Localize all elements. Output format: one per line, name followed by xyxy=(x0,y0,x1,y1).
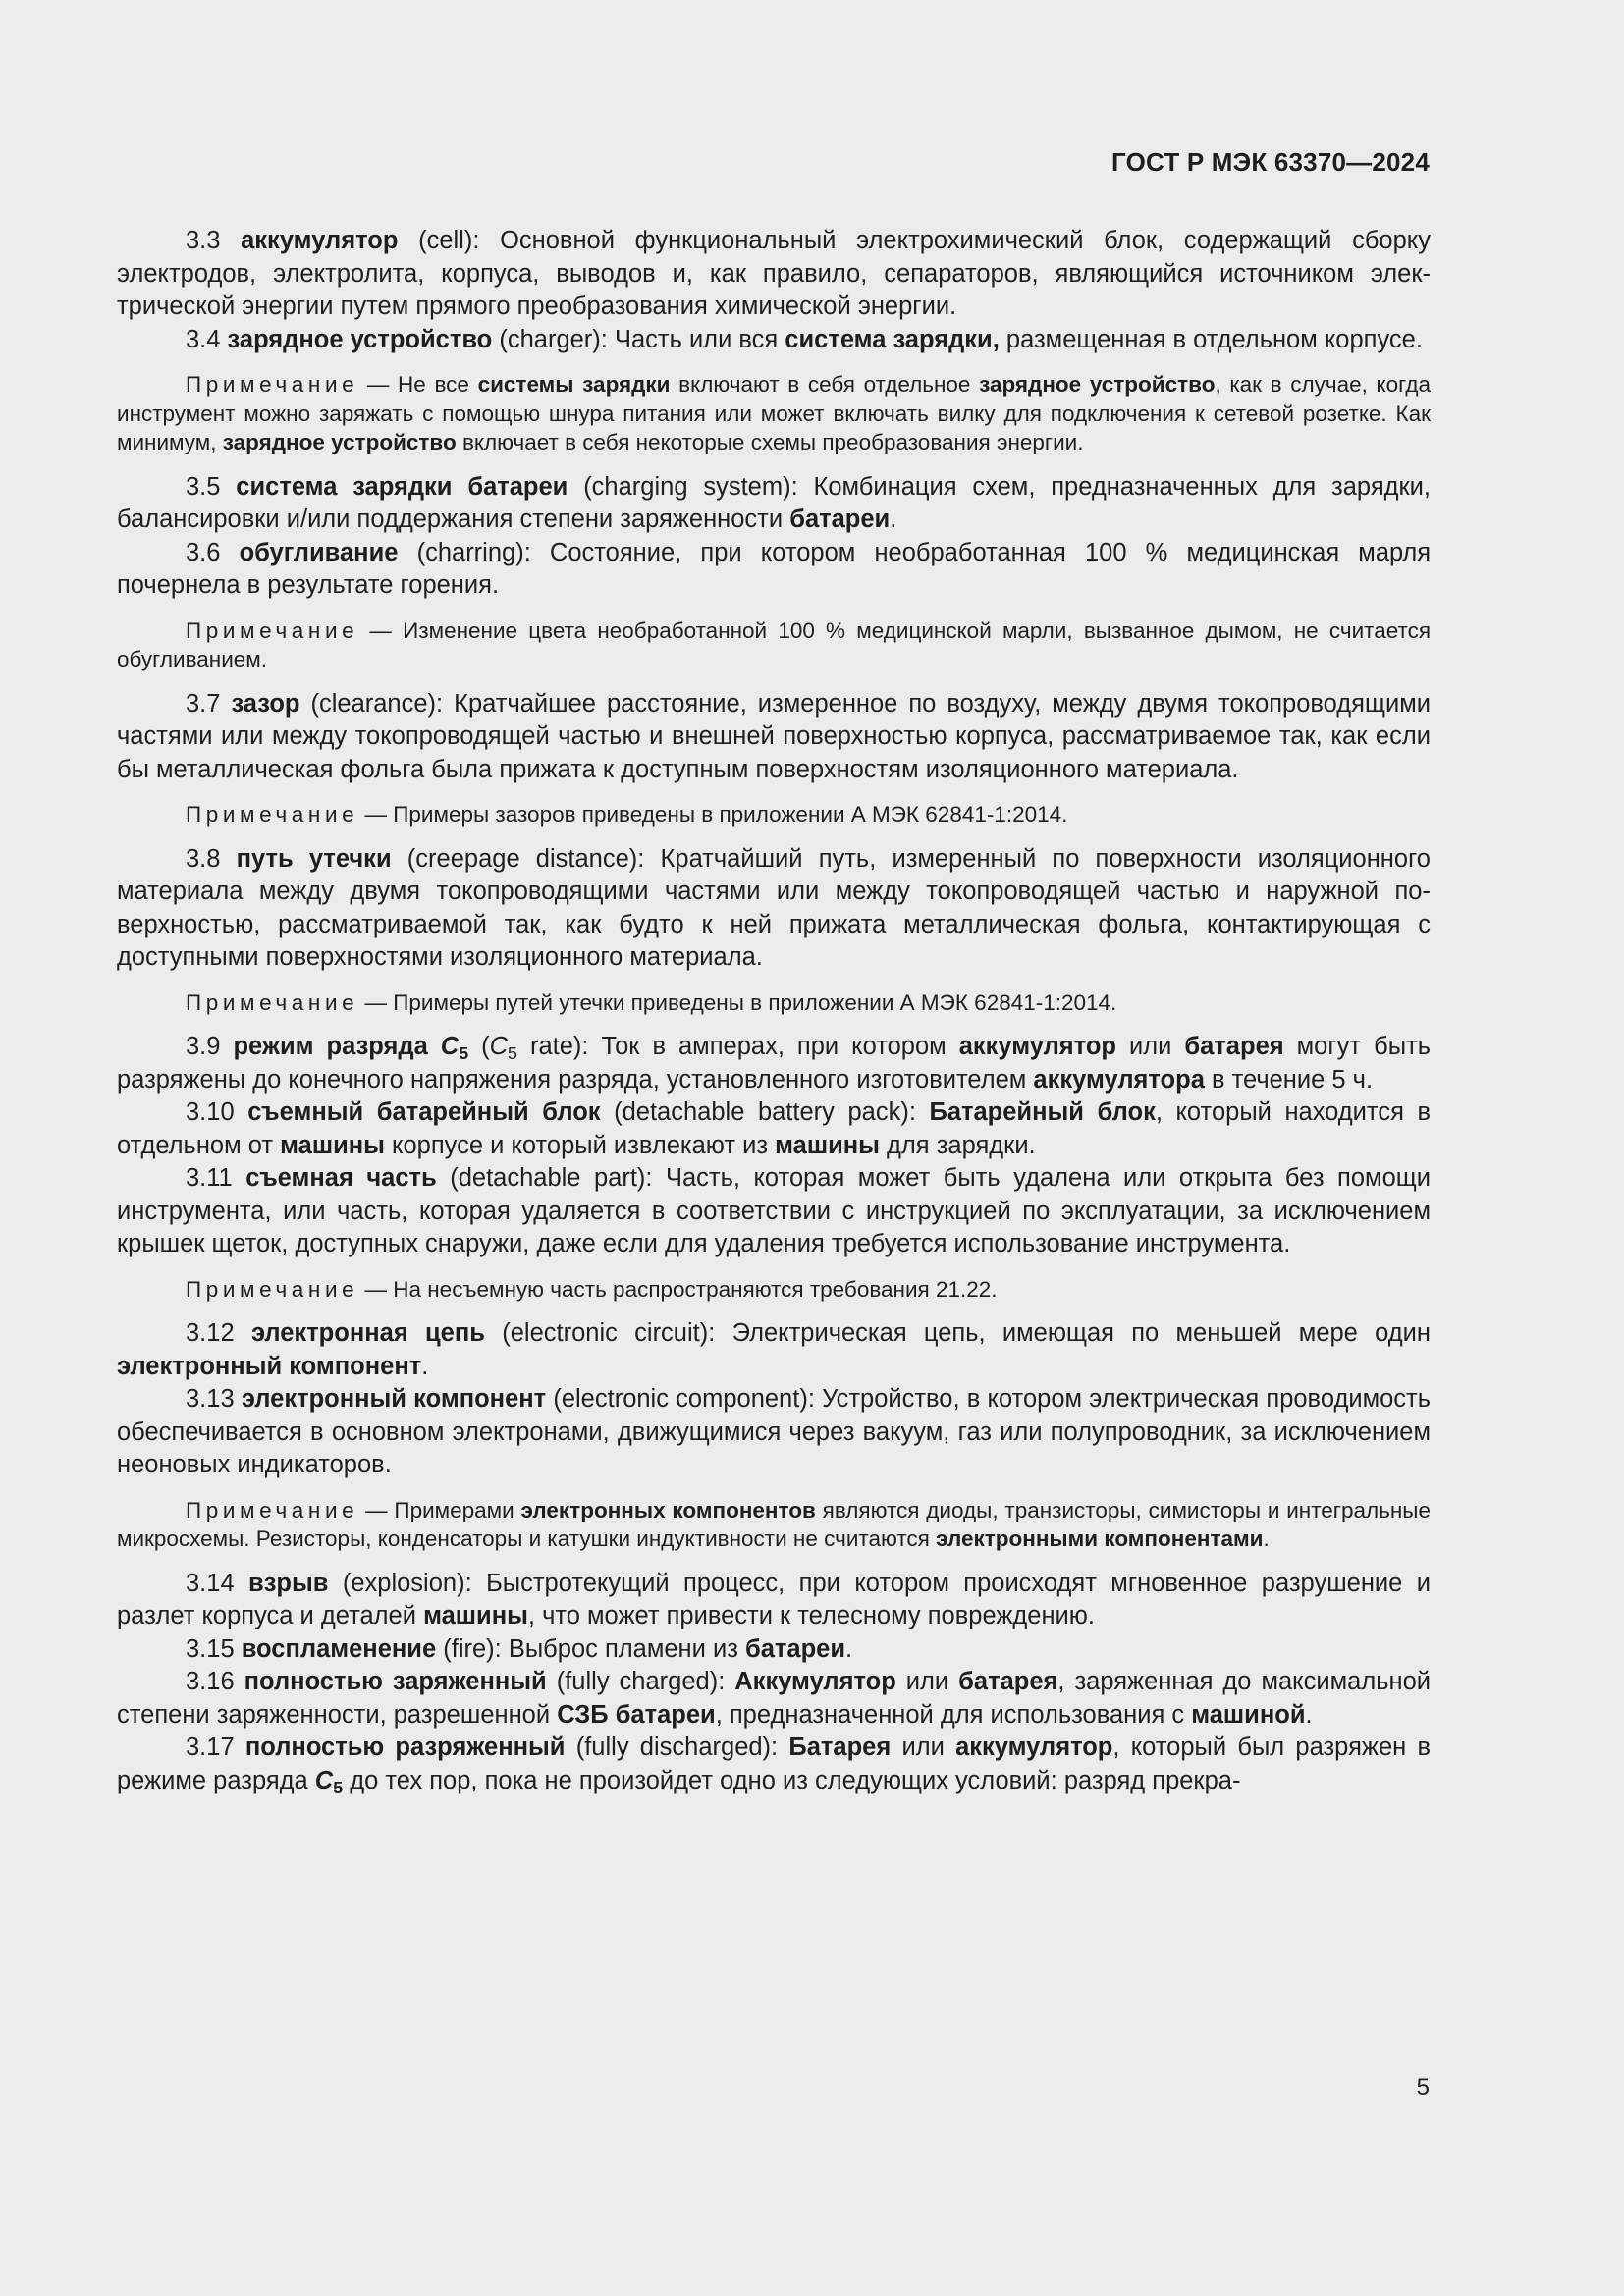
note-label: Примечание xyxy=(186,1497,359,1522)
note-3-7: Примечание — Примеры зазоров приведены в приложении А МЭК 62841-1:2014. xyxy=(186,802,1068,827)
note-label: Примечание xyxy=(186,989,359,1015)
term-3-9: 3.9 режим разряда $C_5$ ($C_5$ rate): Ток в амперах, при котором аккумулятор или батарея могут быть разряжены до конечного напряжения разряда, установленного изготовителем аккумулятора в течение 5 ч. xyxy=(117,1033,1431,1094)
note-label: Примечание xyxy=(186,617,359,643)
page-number: 5 xyxy=(1416,2074,1430,2101)
note-label: Примечание xyxy=(186,802,359,827)
note-3-13: Примечание — Примерами электронных компонентов являются диоды, транзисторы, симисторы и интегральные микросхемы. Резисторы, конденсаторы и катушки индуктивности не считаются электронными компонентами. xyxy=(117,1497,1431,1551)
term-3-6: 3.6 обугливание (charring): Состояние, при котором необработанная 100 % медицинская марля почернела в результате горения. xyxy=(117,538,1432,599)
term-3-3: 3.3 аккумулятор (cell): Основной функциональный электрохимический блок, содержащий сборку электродов, электролита, корпуса, выводов и, как правило, сепараторов, являющийся источником электрической энергии путем прямого преобразования химической энергии. xyxy=(117,227,1431,320)
term-3-17: 3.17 полностью разряженный (fully discharged): Батарея или аккумулятор, который был разряжен в режиме разряда $C_5$ до тех пор, пока не произойдет одно из следующих условий: разряд прекра- xyxy=(117,1734,1431,1797)
term-3-8: 3.8 путь утечки (creepage distance): Кратчайший путь, измеренный по поверхности изоляционного материала между двумя токопроводящими частями или между токопроводящей частью и наружной поверхностью, рассматриваемой так, как будто к ней прижата металлическая фольга, контактирующая с доступными поверхностями изоляционного материала. xyxy=(117,844,1431,971)
term-3-15: 3.15 воспламенение (fire): Выброс пламени из батареи. xyxy=(186,1634,853,1663)
document-body xyxy=(117,225,1431,1797)
term-3-13: 3.13 электронный компонент (electronic component): Устройство, в котором электрическая проводимость обеспечивается в основном электронами, движущимися через вакуум, газ или полупроводник, за исключением неоновых индикаторов. xyxy=(117,1385,1431,1478)
note-label: Примечание xyxy=(186,1276,359,1302)
note-3-4: Примечание — Не все системы зарядки включают в себя отдельное зарядное устройство, как в случае, когда инструмент можно заряжать с помощью шнура питания или может включать вилку для подключения к сетевой розетке. Как минимум, зарядное устройство включает в себя некоторые схемы преобразования энергии. xyxy=(117,372,1432,454)
note-3-6: Примечание — Изменение цвета необработанной 100 % медицинской марли, вызванное дымом, не считается обугливанием. xyxy=(117,617,1431,671)
note-3-8: Примечание — Примеры путей утечки приведены в приложении А МЭК 62841-1:2014. xyxy=(186,989,1117,1015)
term-3-12: 3.12 электронная цепь (electronic circuit): Электрическая цепь, имеющая по меньшей мере один электронный компонент. xyxy=(117,1319,1431,1380)
term-3-5: 3.5 система зарядки батареи (charging system): Комбинация схем, предназначенных для зарядки, балансировки и/или поддержания степени заряженности батареи. xyxy=(117,472,1431,533)
term-3-4: 3.4 зарядное устройство (charger): Часть или вся система зарядки, размещенная в отдельном корпусе. xyxy=(186,325,1423,353)
note-3-11: Примечание — На несъемную часть распространяются требования 21.22. xyxy=(186,1276,998,1302)
term-3-7: 3.7 зазор (clearance): Кратчайшее расстояние, измеренное по воздуху, между двумя токопроводящими частями или между токопроводящей частью и внешней поверхностью корпуса, рассматриваемое так, как если бы металлическая фольга была прижата к доступным поверхностям изоляционного материала. xyxy=(117,689,1431,783)
document-header: ГОСТ Р МЭК 63370—2024 xyxy=(1110,147,1430,177)
term-3-16: 3.16 полностью заряженный (fully charged): Аккумулятор или батарея, заряженная до максимальной степени заряженности, разрешенной СЗБ батареи, предназначенной для использования с машиной. xyxy=(117,1668,1432,1729)
term-3-11: 3.11 съемная часть (detachable part): Часть, которая может быть удалена или открыта без помощи инструмента, или часть, которая удаляется в соответствии с инструкцией по эксплуатации, за исключением крышек щеток, доступных снаружи, даже если для удаления требуется использование инструмента. xyxy=(117,1164,1431,1257)
term-3-14: 3.14 взрыв (explosion): Быстротекущий процесс, при котором происходят мгновенное разрушение и разлет корпуса и деталей машины, что может привести к телесному повреждению. xyxy=(117,1569,1431,1629)
note-label: Примечание xyxy=(186,372,359,397)
term-3-10: 3.10 съемный батарейный блок (detachable battery pack): Батарейный блок, который находится в отдельном от машины корпусе и который извлекают из машины для зарядки. xyxy=(117,1098,1431,1159)
